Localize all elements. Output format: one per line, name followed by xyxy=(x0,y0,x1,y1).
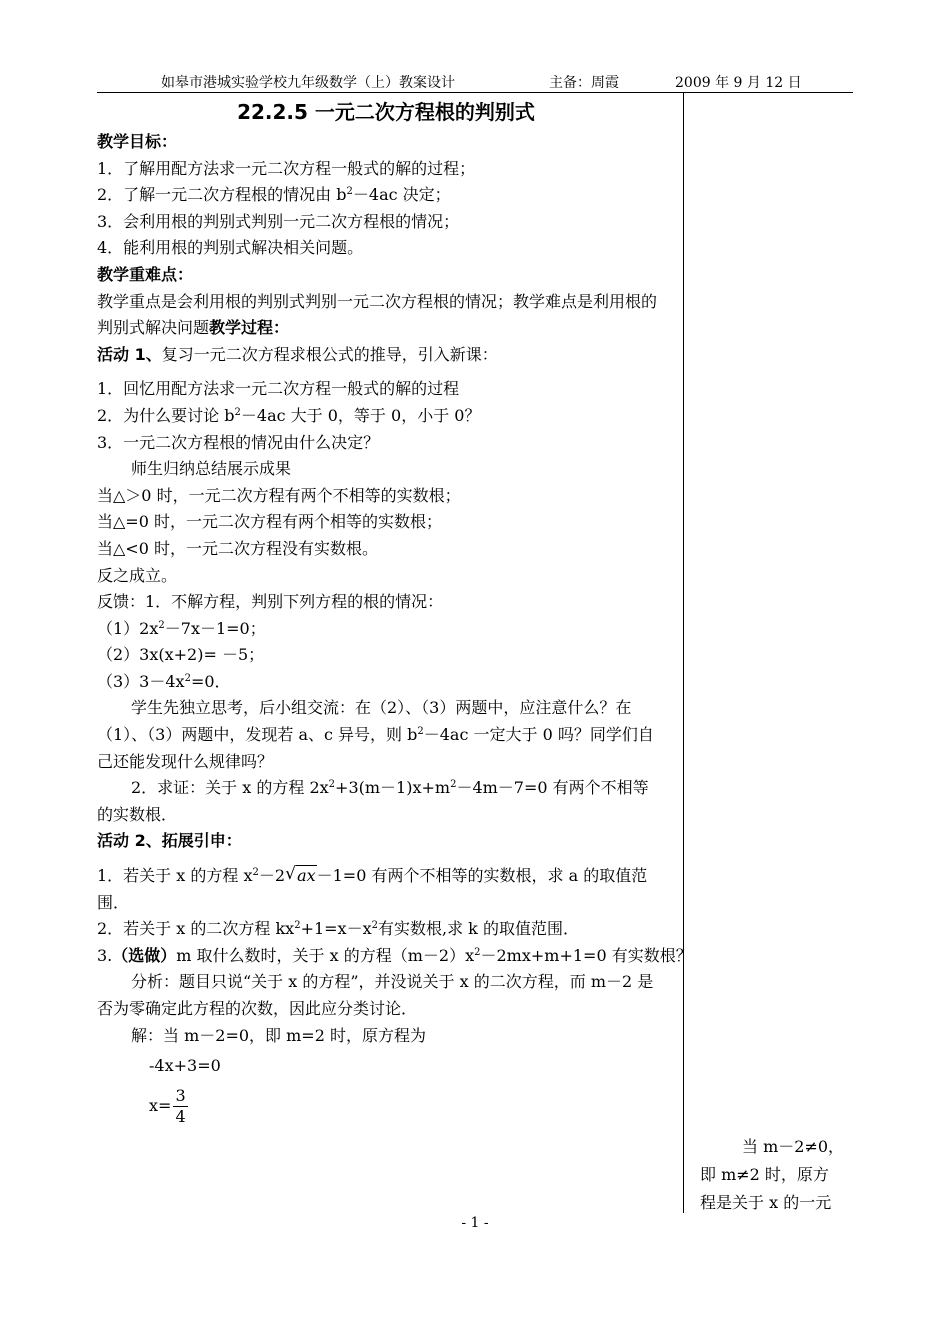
question-1: 1．回忆用配方法求一元二次方程一般式的解的过程 xyxy=(97,379,460,399)
header-school: 如皋市港城实验学校九年级数学（上）教案设计 xyxy=(161,75,455,91)
key-points-heading: 教学重难点： xyxy=(97,264,194,284)
solution-fraction: x= $\frac{3}{4}$ xyxy=(149,1085,186,1126)
activity-1-heading: 活动 1、复习一元二次方程求根公式的推导，引入新课： xyxy=(97,344,498,364)
square-root: √ ax xyxy=(285,864,316,886)
proof-problem: 2．求证：关于 x 的方程 $2x^2+3(m-1)x+m^2-4m-7=0$ 有两个不相等的实数根． xyxy=(97,778,649,824)
extension-2: 2．若关于 x 的二次方程 $kx^2+1=x-x^2$有实数根,求 k 的取值范围． xyxy=(97,919,579,939)
converse-line: 反之成立。 xyxy=(97,565,178,585)
key-points-text: 教学重点是会利用根的判别式判别一元二次方程根的情况；教学难点是利用根的判别式解决问题教学过程： xyxy=(97,291,658,338)
case-positive: 当△＞0 时，一元二次方程有两个不相等的实数根； xyxy=(97,485,461,505)
document-title: 22.2.5 一元二次方程根的判别式 xyxy=(237,100,535,124)
header-author: 主备：周霞 xyxy=(549,75,619,91)
reduced-equation: -4x+3=0 xyxy=(149,1056,221,1076)
equation-1: $(1)2x^2-7x-1=0$； xyxy=(97,618,266,638)
equation-3: $(3)3-4x^2=0$． xyxy=(97,671,231,691)
extension-3: 3.（选做）m 取什么数时，关于 x 的方程$(m-2)x^2-2mx+m+1=0$ 有实数根？ xyxy=(97,945,692,965)
goal-1: 1．了解用配方法求一元二次方程一般式的解的过程； xyxy=(97,158,476,178)
feedback-line: 反馈：1．不解方程，判别下列方程的根的情况： xyxy=(97,592,444,612)
solution-line: 解：当 m－2=0，即 m=2 时，原方程为 xyxy=(131,1025,426,1045)
activity-2-heading: 活动 2、拓展引申： xyxy=(97,831,242,851)
goal-4: 4．能利用根的判别式解决相关问题。 xyxy=(97,238,364,258)
analysis-paragraph: 分析：题目只说“关于 x 的方程”，并没说关于 x 的二次方程，而 m－2 是否为零确定此方程的次数，因此应分类讨论． xyxy=(97,972,654,1018)
summary-line: 师生归纳总结展示成果 xyxy=(131,459,292,479)
extension-1: 1．若关于 x 的方程 $x^2-2$ √ ax－1=0 有两个不相等的实数根，求 a 的取值范围． xyxy=(97,864,648,912)
question-2: 2．为什么要讨论 $b^2-4ac$ 大于 0，等于 0，小于 0？ xyxy=(97,405,481,425)
page-header xyxy=(97,70,853,93)
discussion-paragraph: 学生先独立思考，后小组交流：在（2）、（3）两题中，应注意什么？在（1）、（3）两题中，发现若 a、c 异号，则 $b^2-4ac$ 一定大于 0 吗？同学们自己还能发现什么规律吗？ xyxy=(97,698,654,771)
page-number: - 1 - xyxy=(461,1215,489,1231)
question-3: 3．一元二次方程根的情况由什么决定？ xyxy=(97,432,380,452)
case-zero: 当△=0 时，一元二次方程有两个相等的实数根； xyxy=(97,512,442,532)
side-note-line-1: 当 m－2≠0， xyxy=(742,1137,845,1156)
equation-2: （2）3x(x+2)= －5； xyxy=(97,645,265,665)
case-negative: 当△<0 时，一元二次方程没有实数根。 xyxy=(97,538,378,558)
side-note-line-3: 程是关于 x 的一元 xyxy=(700,1193,832,1212)
goal-2: 2．了解一元二次方程根的情况由 $b^2-4ac$ 决定； xyxy=(97,185,451,205)
side-note xyxy=(700,1133,855,1217)
header-date: 2009 年 9 月 12 日 xyxy=(675,75,802,91)
column-divider xyxy=(683,93,684,1213)
goals-heading: 教学目标： xyxy=(97,132,178,151)
goal-3: 3．会利用根的判别式判别一元二次方程根的情况； xyxy=(97,211,460,231)
side-note-line-2: 即 m≠2 时，原方 xyxy=(700,1165,829,1184)
main-column xyxy=(97,95,692,1127)
